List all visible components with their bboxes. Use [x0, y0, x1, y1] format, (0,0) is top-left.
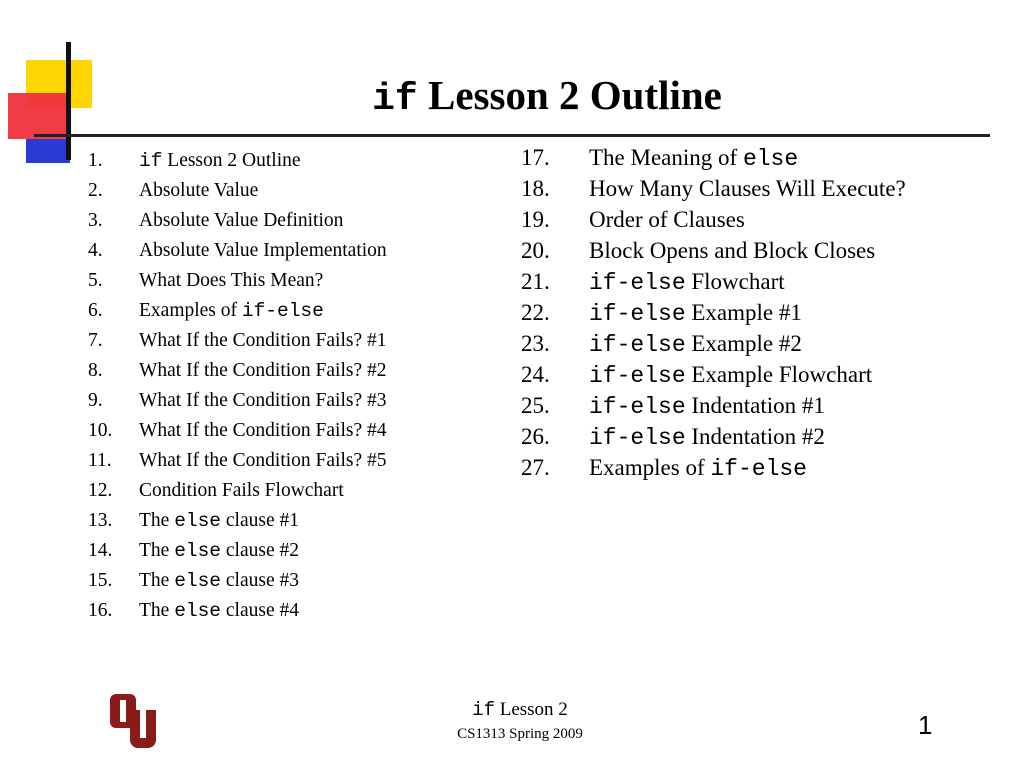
title-text: Lesson 2 Outline [427, 72, 722, 118]
title-code: if [372, 78, 418, 121]
text-fragment: Order of Clauses [589, 207, 745, 232]
outline-item-number: 24. [521, 362, 550, 387]
text-fragment: How Many Clauses Will Execute? [589, 176, 906, 201]
outline-item-number: 2. [88, 180, 103, 201]
text-fragment: Lesson 2 Outline [162, 150, 301, 171]
outline-item-number: 16. [88, 600, 113, 621]
outline-item-text [139, 360, 387, 382]
outline-item-number: 17. [521, 145, 550, 170]
outline-item-number: 14. [88, 540, 113, 561]
text-fragment: Example #2 [685, 331, 802, 356]
outline-item-text [589, 300, 802, 327]
outline-item-text [139, 330, 387, 352]
outline-item-text [139, 540, 299, 562]
text-fragment: clause #3 [221, 570, 299, 591]
footer-course: CS1313 Spring 2009 [457, 726, 583, 742]
page-number: 1 [918, 710, 933, 740]
text-fragment: The Meaning of [589, 145, 743, 170]
text-fragment: The [139, 540, 175, 561]
outline-item-number: 10. [88, 420, 113, 441]
outline-item-text [139, 150, 301, 172]
outline-item-number: 13. [88, 510, 113, 531]
outline-item-number: 3. [88, 210, 103, 231]
text-fragment: What If the Condition Fails? #3 [139, 390, 387, 411]
outline-item-number: 21. [521, 269, 550, 294]
outline-item-number: 11. [88, 450, 112, 471]
outline-item-number: 12. [88, 480, 113, 501]
outline-item-number: 5. [88, 270, 103, 291]
code-fragment: if-else [241, 300, 324, 322]
outline-item-number: 8. [88, 360, 103, 381]
text-fragment: What If the Condition Fails? #4 [139, 420, 387, 441]
outline-item-number: 6. [88, 300, 103, 321]
text-fragment: Condition Fails Flowchart [139, 480, 344, 501]
outline-item-text [589, 238, 875, 264]
outline-item-number: 26. [521, 424, 550, 449]
outline-item-text [139, 480, 344, 502]
text-fragment: Examples of [589, 455, 711, 480]
outline-item-text [139, 570, 299, 592]
outline-item-number: 9. [88, 390, 103, 411]
text-fragment: What If the Condition Fails? #2 [139, 360, 387, 381]
footer-text: Lesson 2 [499, 699, 568, 720]
outline-item-text [589, 331, 802, 358]
text-fragment: Absolute Value [139, 180, 259, 201]
footer-code: if [472, 699, 495, 721]
outline-item-number: 22. [521, 300, 550, 325]
text-fragment: Absolute Value Implementation [139, 240, 387, 261]
outline-item-text [589, 176, 906, 202]
outline-item-number: 1. [88, 150, 103, 171]
text-fragment: Block Opens and Block Closes [589, 238, 876, 263]
outline-item-text [139, 600, 299, 622]
code-fragment: if-else [589, 301, 686, 327]
outline-item-number: 23. [521, 331, 550, 356]
text-fragment: clause #1 [221, 510, 299, 531]
code-fragment: if-else [589, 270, 686, 296]
ou-logo-icon [108, 688, 160, 752]
outline-item-text [589, 207, 745, 233]
outline-item-text [139, 240, 387, 262]
title-underline [34, 134, 990, 137]
outline-item-number: 20. [521, 238, 550, 263]
outline-item-text [589, 455, 807, 482]
outline-item-text [589, 145, 798, 172]
code-fragment: else [174, 510, 222, 532]
text-fragment: Example Flowchart [685, 362, 873, 387]
text-fragment: clause #2 [221, 540, 299, 561]
code-fragment: if-else [589, 394, 686, 420]
code-fragment: if-else [710, 456, 807, 482]
outline-item-number: 4. [88, 240, 103, 261]
code-fragment: else [742, 146, 799, 172]
text-fragment: The [139, 570, 175, 591]
outline-item-number: 25. [521, 393, 550, 418]
slide-footer [400, 698, 640, 746]
outline-item-number: 7. [88, 330, 103, 351]
text-fragment: What If the Condition Fails? #1 [139, 330, 387, 351]
outline-item-text [139, 300, 324, 322]
text-fragment: The [139, 510, 175, 531]
outline-item-number: 19. [521, 207, 550, 232]
outline-item-number: 15. [88, 570, 113, 591]
decor-blue-square [26, 139, 70, 163]
outline-item-number: 18. [521, 176, 550, 201]
outline-item-text [139, 390, 387, 412]
text-fragment: Flowchart [685, 269, 785, 294]
outline-item-text [589, 424, 825, 451]
text-fragment: Indentation #2 [685, 424, 825, 449]
text-fragment: clause #4 [221, 600, 299, 621]
text-fragment: The [139, 600, 175, 621]
outline-item-number: 27. [521, 455, 550, 480]
outline-item-text [139, 420, 387, 442]
code-fragment: if-else [589, 332, 686, 358]
outline-item-text [139, 450, 387, 472]
text-fragment: Indentation #1 [685, 393, 825, 418]
code-fragment: if-else [589, 363, 686, 389]
outline-item-text [589, 269, 785, 296]
text-fragment: Example #1 [685, 300, 802, 325]
slide-title [0, 70, 1024, 125]
code-fragment: else [174, 600, 222, 622]
code-fragment: if [139, 150, 163, 172]
code-fragment: if-else [589, 425, 686, 451]
outline-item-text [589, 362, 872, 389]
outline-item-text [139, 270, 323, 292]
outline-item-text [139, 180, 258, 202]
outline-item-text [139, 210, 343, 232]
code-fragment: else [174, 540, 222, 562]
code-fragment: else [174, 570, 222, 592]
text-fragment: Examples of [139, 300, 242, 321]
outline-item-text [589, 393, 825, 420]
text-fragment: Absolute Value Definition [139, 210, 344, 231]
outline-item-text [139, 510, 299, 532]
text-fragment: What If the Condition Fails? #5 [139, 450, 387, 471]
text-fragment: What Does This Mean? [139, 270, 324, 291]
